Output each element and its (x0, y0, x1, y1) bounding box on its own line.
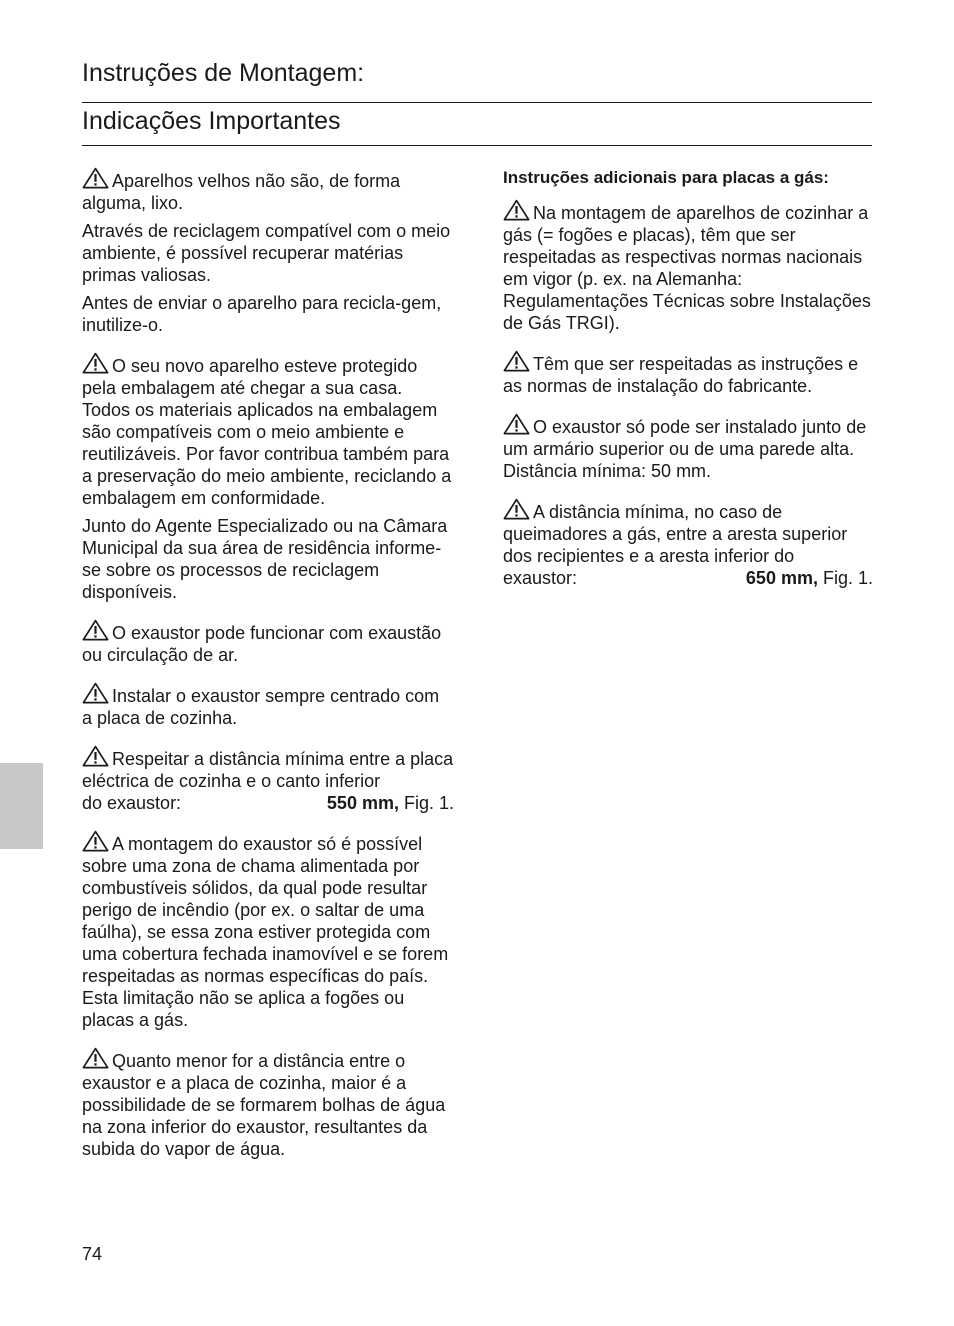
paragraph-text: A montagem do exaustor só é possível sobre uma zona de chama alimentada por combustíveis sólidos, da qual pode resultar perigo de incêndio (por ex. o saltar de uma faúlha), se essa zona estiver protegida com uma cobertura fechada inamovível e se forem respeitadas as normas específicas do país. Esta limitação não se aplica a fogões ou placas a gás. (82, 834, 449, 1030)
warning-triangle-icon (82, 830, 109, 852)
paragraph-manufacturer (503, 350, 873, 397)
paragraph-text: Têm que ser respeitadas as instruções e as normas de instalação do fabricante. (503, 354, 859, 396)
paragraph-gas-regulations (503, 199, 873, 334)
min-distance-electric-row (82, 792, 454, 814)
paragraph-disable: Antes de enviar o aparelho para recicla-gem, inutilize-o. (82, 293, 442, 335)
min-distance-value: 650 mm, (745, 568, 818, 588)
warning-triangle-icon (82, 745, 109, 767)
section-title: Indicações Importantes (82, 107, 341, 135)
paragraph-old-appliances (82, 167, 454, 214)
figure-reference: Fig. 1. (817, 568, 873, 588)
paragraph-solid-fuel (82, 830, 454, 1031)
warning-triangle-icon (503, 413, 530, 435)
min-distance-label: exaustor: (503, 568, 578, 588)
paragraph-text: Na montagem de aparelhos de cozinhar a gás (= fogões e placas), têm que ser respeitadas as respectivas normas nacionais em vigor (p. ex. na Alemanha: Regulamentações Técnicas sobre Instalações de Gás TRGI). (503, 203, 871, 333)
warning-triangle-icon (503, 199, 530, 221)
warning-triangle-icon (82, 352, 109, 374)
section-side-tab (0, 763, 43, 849)
min-distance-gas-row (503, 567, 873, 589)
min-distance-value-group (746, 567, 873, 589)
warning-triangle-icon (82, 619, 109, 641)
paragraph-text: Quanto menor for a distância entre o exaustor e a placa de cozinha, maior é a possibilidade de se formarem bolhas de água na zona inferior do exaustor, resultantes da subida do vapor de água. (82, 1051, 446, 1159)
warning-triangle-icon (503, 498, 530, 520)
min-distance-label: do exaustor: (82, 793, 182, 813)
paragraph-condensation (82, 1047, 454, 1160)
right-column (503, 167, 873, 589)
paragraph-text: Respeitar a distância mínima entre a placa eléctrica de cozinha e o canto inferior (82, 749, 454, 791)
warning-triangle-icon (82, 167, 109, 189)
page-number: 74 (82, 1244, 103, 1264)
paragraph-text: O exaustor só pode ser instalado junto de um armário superior ou de uma parede alta. Distância mínima: 50 mm. (503, 417, 867, 481)
paragraph-text: O exaustor pode funcionar com exaustão ou circulação de ar. (82, 623, 442, 665)
figure-reference: Fig. 1. (398, 793, 454, 813)
paragraph-centered (82, 682, 454, 729)
paragraph-min-distance-gas (503, 498, 873, 567)
paragraph-packaging (82, 352, 454, 509)
paragraph-min-distance-electric (82, 745, 454, 792)
gas-section-heading: Instruções adicionais para placas a gás: (503, 168, 829, 187)
warning-triangle-icon (503, 350, 530, 372)
paragraph-municipal: Junto do Agente Especializado ou na Câmara Municipal da sua área de residência informe-se sobre os processos de reciclagem disponíveis. (82, 516, 448, 602)
paragraph-text: Instalar o exaustor sempre centrado com a placa de cozinha. (82, 686, 440, 728)
warning-triangle-icon (82, 682, 109, 704)
paragraph-text: Aparelhos velhos não são, de forma alguma, lixo. (82, 171, 401, 213)
min-distance-value-group (327, 792, 454, 814)
title-divider (82, 102, 872, 103)
page-title: Instruções de Montagem: (82, 59, 365, 87)
paragraph-recycling: Através de reciclagem compatível com o meio ambiente, é possível recuperar matérias primas valiosas. (82, 221, 451, 285)
min-distance-value: 550 mm, (326, 793, 399, 813)
left-column (82, 167, 454, 1160)
paragraph-text: A distância mínima, no caso de queimadores a gás, entre a aresta superior dos recipientes e a aresta inferior do (503, 502, 848, 566)
warning-triangle-icon (82, 1047, 109, 1069)
section-divider (82, 145, 872, 146)
paragraph-text: O seu novo aparelho esteve protegido pela embalagem até chegar a sua casa. Todos os materiais aplicados na embalagem são compatíveis com o meio ambiente e reutilizáveis. Por favor contribua também para a preservação do meio ambiente, reciclando a embalagem em conformidade. (82, 356, 452, 508)
paragraph-operation-mode (82, 619, 454, 666)
paragraph-cabinet (503, 413, 873, 482)
